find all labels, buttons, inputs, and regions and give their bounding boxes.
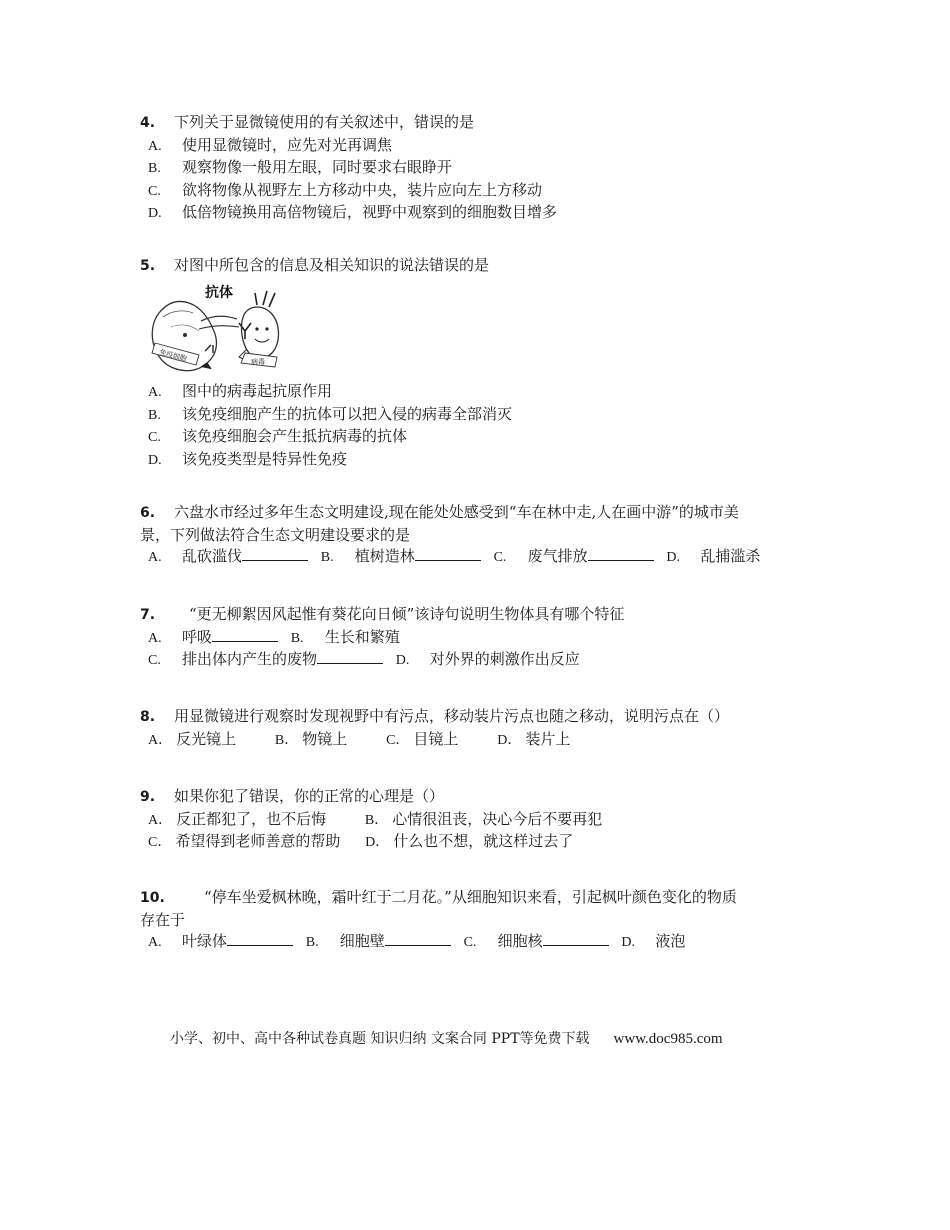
options-row-2: [140, 831, 820, 854]
footer-site-link[interactable]: www.doc985.com: [613, 1031, 723, 1047]
options-row-2: [140, 649, 820, 672]
option-d: [140, 202, 820, 225]
footer-text: 小学、初中、高中各种试卷真题 知识归纳 文案合同 PPT等免费下载: [170, 1031, 590, 1047]
option-letter: A.: [148, 935, 162, 950]
question-7: [140, 604, 820, 672]
option-text: 叶绿体: [182, 932, 228, 950]
option-text: 装片上: [525, 729, 571, 748]
option-letter: C.: [463, 935, 477, 950]
option-b: [321, 546, 489, 569]
option-text: 目镜上: [413, 729, 459, 748]
question-number: 9.: [140, 789, 156, 805]
option-text: 该免疫类型是特异性免疫: [182, 449, 348, 468]
question-5-options: [140, 381, 820, 471]
option-a: [148, 729, 236, 752]
question-number: 5.: [140, 258, 156, 274]
option-text: 排出体内产生的废物: [182, 650, 318, 668]
question-stem: [140, 706, 820, 729]
option-text: 低倍物镜换用高倍物镜后，视野中观察到的细胞数目增多: [182, 203, 558, 221]
option-b: [291, 627, 400, 650]
option-a: [148, 809, 326, 832]
option-text: 物镜上: [302, 729, 348, 748]
question-5: [140, 255, 820, 278]
answer-blank: [543, 931, 609, 946]
option-a: [148, 627, 286, 650]
option-text: 反光镜上: [176, 729, 237, 748]
option-letter: C．: [386, 732, 410, 748]
option-b: [365, 809, 602, 832]
answer-blank: [588, 546, 654, 561]
option-letter: C.: [493, 550, 507, 565]
option-letter: C.: [148, 183, 161, 199]
option-text: 希望得到老师善意的帮助: [175, 832, 341, 850]
option-text: 乱捕滥杀: [700, 547, 761, 565]
label-antibody: 抗体: [205, 285, 233, 301]
label-immune-cell: 免疫细胞: [158, 348, 188, 364]
option-letter: B．: [364, 812, 389, 828]
option-c: [140, 426, 820, 449]
answer-blank: [385, 931, 451, 946]
option-letter: A．: [148, 732, 173, 748]
option-text: 细胞壁: [339, 932, 385, 950]
option-d: [140, 449, 820, 472]
question-8: [140, 706, 820, 751]
option-a: [148, 931, 301, 954]
option-letter: D.: [148, 206, 162, 221]
options-row-1: [140, 627, 820, 650]
question-text: 用显微镜进行观察时发现视野中有污点，移动装片污点也随之移动，说明污点在（）: [174, 707, 730, 725]
page-footer: [170, 1028, 810, 1048]
option-text: 植树造林: [354, 547, 415, 565]
question-number: 4.: [140, 115, 156, 131]
option-c: [386, 729, 458, 752]
question-text-continued: 景，下列做法符合生态文明建设要求的是: [140, 525, 411, 544]
option-text: 生长和繁殖: [324, 627, 400, 646]
option-letter: C．: [148, 835, 172, 850]
option-letter: A.: [148, 630, 162, 646]
option-text: 细胞核: [497, 932, 543, 950]
option-letter: B.: [320, 550, 334, 565]
option-text: 心情很沮丧，决心今后不要再犯: [392, 809, 603, 828]
option-letter: B．: [274, 732, 299, 748]
option-letter: D．: [365, 835, 390, 850]
option-d: [666, 546, 760, 569]
option-d: [365, 831, 573, 854]
option-letter: A.: [148, 550, 162, 565]
option-letter: D.: [148, 452, 162, 468]
question-number: 6.: [140, 505, 156, 521]
option-d: [396, 649, 580, 672]
question-stem: [140, 604, 820, 627]
option-text: 废气排放: [527, 547, 588, 565]
question-text: “更无柳絮因风起惟有葵花向日倾”该诗句说明生物体具有哪个特征: [189, 605, 625, 623]
question-stem: [140, 887, 820, 910]
answer-blank: [242, 546, 308, 561]
option-letter: B.: [305, 935, 319, 950]
option-letter: D.: [395, 653, 410, 668]
option-a: [140, 381, 820, 404]
question-number: 7.: [140, 607, 156, 623]
option-letter: C.: [148, 430, 161, 445]
option-letter: D．: [497, 732, 522, 748]
option-c: [148, 831, 340, 854]
option-d: [497, 729, 570, 752]
answer-blank: [227, 931, 293, 946]
option-letter: C.: [148, 653, 161, 668]
question-stem: [140, 255, 820, 278]
label-virus: 病毒: [251, 358, 265, 366]
question-stem: [140, 786, 820, 809]
answer-blank: [415, 546, 481, 561]
question-stem: [140, 112, 820, 135]
options-row: [140, 931, 820, 954]
option-text: 该免疫细胞会产生抵抗病毒的抗体: [182, 427, 408, 445]
option-letter: A.: [148, 385, 162, 400]
question-text: “停车坐爱枫林晚，霜叶红于二月花。”从细胞知识来看，引起枫叶颜色变化的物质: [204, 888, 737, 906]
answer-blank: [212, 627, 278, 642]
option-b: [140, 404, 820, 427]
answer-blank: [317, 649, 383, 664]
option-text: 该免疫细胞产生的抗体可以把入侵的病毒全部消灭: [182, 404, 513, 423]
option-letter: B.: [148, 407, 161, 423]
option-b: [306, 931, 459, 954]
option-c: [148, 649, 391, 672]
option-letter: A．: [148, 812, 173, 828]
question-number: 8.: [140, 709, 156, 725]
options-row: [140, 729, 820, 752]
option-text: 呼吸: [182, 627, 213, 646]
option-text: 什么也不想，就这样过去了: [393, 832, 574, 850]
option-text: 反正都犯了，也不后悔: [176, 809, 327, 828]
options-row-1: [140, 809, 820, 832]
option-letter: D.: [621, 935, 636, 950]
option-text: 图中的病毒起抗原作用: [182, 382, 333, 400]
option-text: 液泡: [655, 932, 686, 950]
question-10: [140, 887, 820, 954]
immune-cell-antibody-virus-illustration: [141, 283, 283, 378]
question-9: [140, 786, 820, 854]
option-b: [140, 157, 820, 180]
option-letter: A.: [148, 138, 162, 154]
options-row: [140, 546, 820, 569]
option-letter: D.: [666, 550, 681, 565]
question-text: 下列关于显微镜使用的有关叙述中，错误的是: [174, 113, 475, 131]
question-text: 对图中所包含的信息及相关知识的说法错误的是: [174, 256, 490, 274]
option-b: [275, 729, 347, 752]
question-text: 如果你犯了错误，你的正常的心理是（）: [174, 787, 445, 805]
option-text: 欲将物像从视野左上方移动中央，装片应向左上方移动: [182, 180, 543, 199]
option-a: [148, 546, 316, 569]
question-text-continued: 存在于: [140, 910, 186, 929]
option-d: [621, 931, 685, 954]
option-c: [494, 546, 662, 569]
question-4: [140, 112, 820, 225]
question-6: [140, 502, 820, 569]
option-text: 乱砍滥伐: [182, 547, 243, 565]
option-text: 观察物像一般用左眼，同时要求右眼睁开: [182, 158, 453, 176]
option-letter: B.: [148, 161, 161, 176]
option-text: 使用显微镜时，应先对光再调焦: [182, 135, 393, 154]
option-c: [464, 931, 617, 954]
option-letter: B.: [290, 630, 304, 646]
question-number: 10.: [140, 890, 165, 906]
question-stem: [140, 502, 820, 525]
option-text: 对外界的刺激作出反应: [429, 650, 580, 668]
option-c: [140, 180, 820, 203]
question-text: 六盘水市经过多年生态文明建设,现在能处处感受到“车在林中走,人在画中游”的城市美: [174, 503, 739, 521]
option-a: [140, 135, 820, 158]
